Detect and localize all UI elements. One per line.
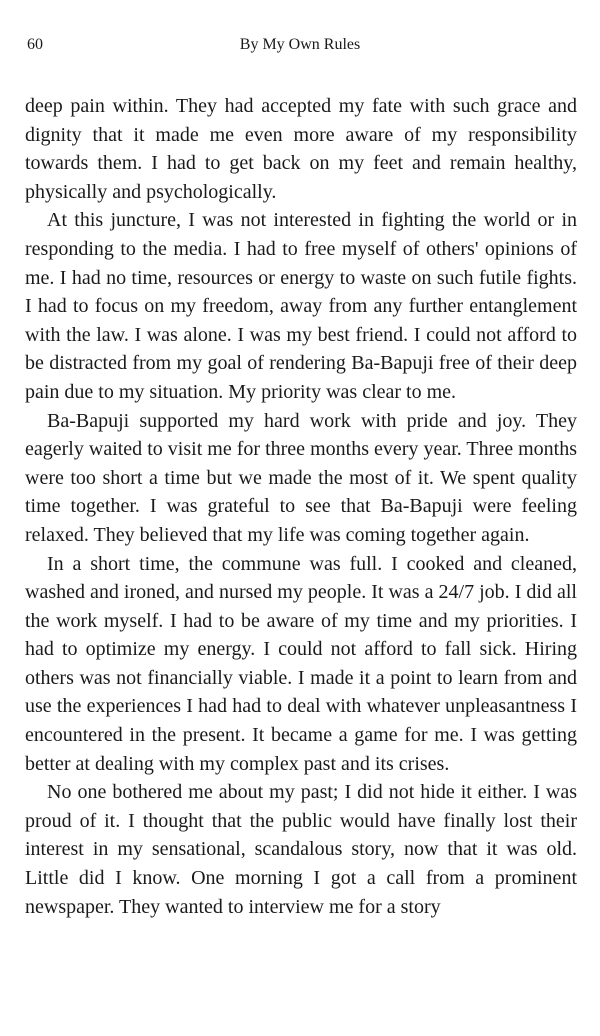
paragraph: Ba-Bapuji supported my hard work with pride and joy. They eagerly waited to visit me for three months every year. Three months were too short a time but we made the most of it. We spent quality time together. I was grateful to see that Ba-Bapuji were feeling relaxed. They believed that my life was coming together again. bbox=[25, 409, 577, 546]
paragraph: No one bothered me about my past; I did not hide it either. I was proud of it. I thought that the public would have finally lost their interest in my sensational, scandalous story, now that it was old. Little did I know. One morning I got a call from a prominent newspaper. They wanted to interview me for a story bbox=[25, 781, 577, 918]
book-title: By My Own Rules bbox=[239, 36, 361, 53]
running-head bbox=[27, 36, 573, 60]
paragraph-continued: deep pain within. They had accepted my fate with such grace and dignity that it made me even more aware of my responsibility towards them. I had to get back on my feet and remain healthy, physically and psychologically. bbox=[25, 95, 577, 203]
paragraph: In a short time, the commune was full. I cooked and cleaned, washed and ironed, and nursed my people. It was a 24/7 job. I did all the work myself. I had to be aware of my time and my priorities. I had to optimize my energy. I could not afford to fall sick. Hiring others was not financially viable. I made it a point to learn from and use the experiences I had had to deal with whatever unpleasantness I encountered in the present. It became a game for me. I was getting better at dealing with my complex past and its crises. bbox=[25, 552, 577, 775]
body-text bbox=[25, 92, 577, 921]
page-number: 60 bbox=[27, 36, 43, 53]
paragraph: At this juncture, I was not interested in fighting the world or in responding to the media. I had to free myself of others' opinions of me. I had no time, resources or energy to waste on such futile fights. I had to focus on my freedom, away from any further entanglement with the law. I was alone. I was my best friend. I could not afford to be distracted from my goal of rendering Ba-Bapuji free of their deep pain due to my situation. My priority was clear to me. bbox=[25, 209, 577, 403]
